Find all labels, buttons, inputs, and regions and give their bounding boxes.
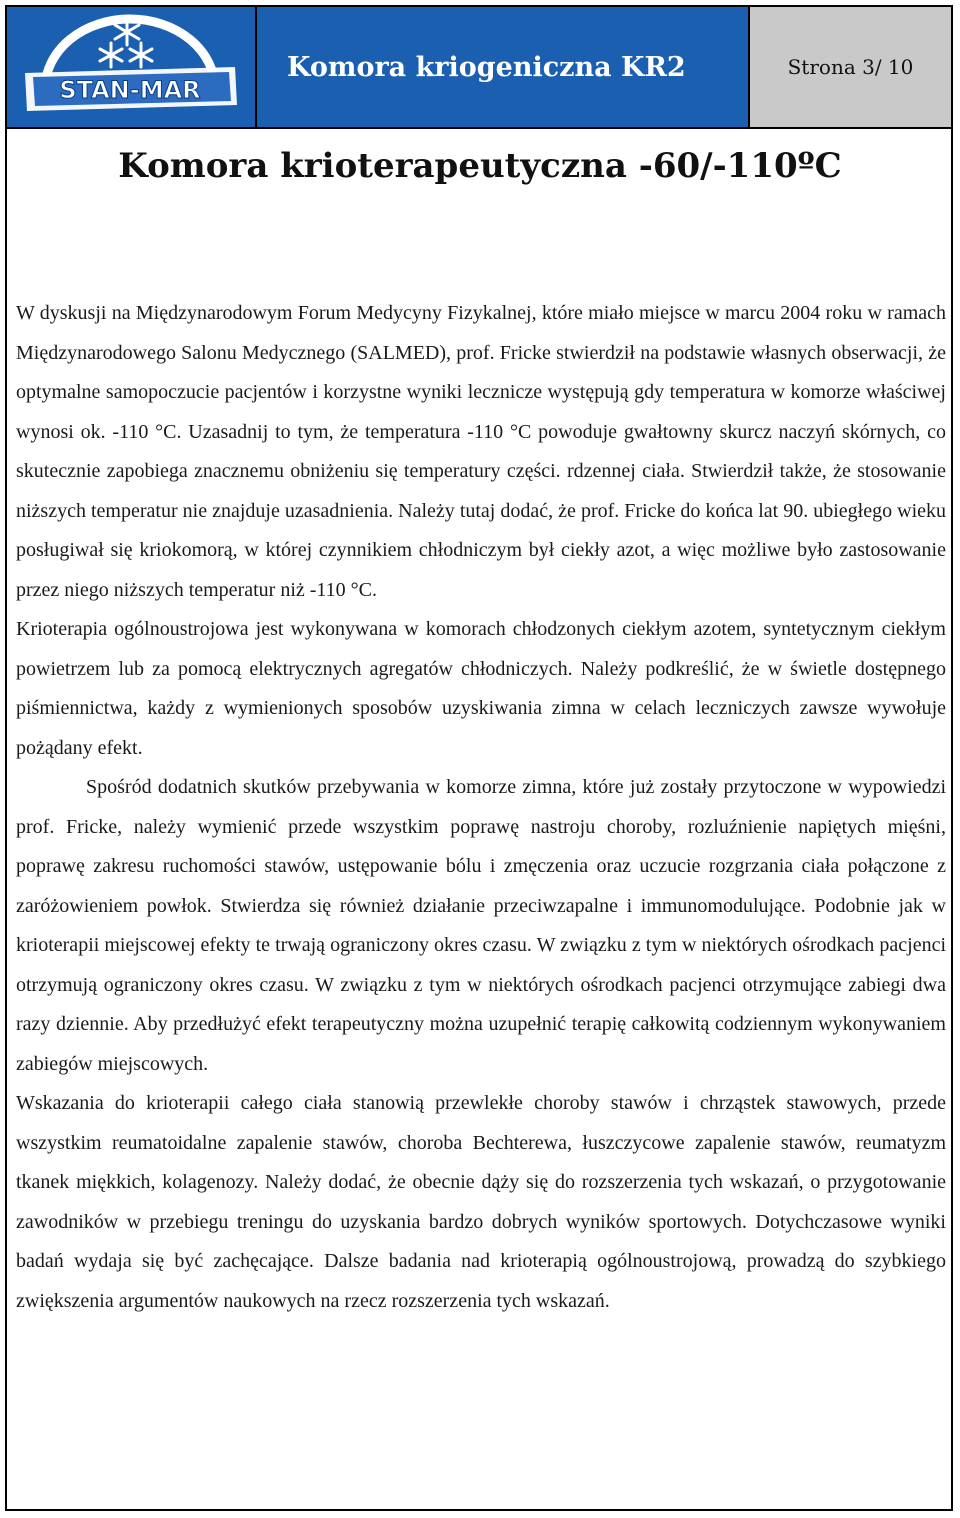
paragraph: Krioterapia ogólnoustrojowa jest wykonywana w komorach chłodzonych ciekłym azotem, syntetycznym ciekłym powietrzem lub za pomocą elektrycznych agregatów chłodniczych. Należy podkreślić, że w świetle dostępnego piśmiennictwa, każdy z wymienionych sposobów uzyskiwania zimna w celach leczniczych zawsze wywołuje pożądany efekt. [16,618,946,759]
page-title: Komora krioterapeutyczna -60/-110ºC [118,146,842,186]
page-header [5,5,953,129]
snowflake-icon [100,19,152,67]
paragraph: Wskazania do krioterapii całego ciała stanowią przewlekłe choroby stawów i chrząstek stawowych, przede wszystkim reumatoidalne zapalenie stawów, choroba Bechterewa, łuszczycowe zapalenie stawów, reumatyzm tkanek miękkich, kolagenozy. Należy dodać, że obecnie dąży się do rozszerzenia tych wskazań, o przygotowanie zawodników w przebiegu treningu do uzyskania bardzo dobrych wyników sportowych. Dotychczasowe wyniki badań wydaja się być zachęcające. Dalsze badania nad krioterapią ogólnoustrojową, prowadzą do szybkiego zwiększenia argumentów naukowych na rzecz rozszerzenia tych wskazań. [16,1092,946,1312]
document-title: Komora kriogeniczna KR2 [257,7,750,127]
logo [7,7,257,127]
paragraph: W dyskusji na Międzynarodowym Forum Medycyny Fizykalnej, które miało miejsce w marcu 2004 roku w ramach Międzynarodowego Salonu Medycznego (SALMED), prof. Fricke stwierdził na podstawie własnych obserwacji, że optymalne samopoczucie pacjentów i korzystne wyniki lecznicze występują gdy temperatura w komorze właściwej wynosi ok. -110 °C. Uzasadnij to tym, że temperatura -110 °C powoduje gwałtowny skurcz naczyń skórnych, co skutecznie zapobiega znacznemu obniżeniu się temperatury części. rdzennej ciała. Stwierdził także, że stosowanie niższych temperatur nie znajduje uzasadnienia. Należy tutaj dodać, że prof. Fricke do końca lat 90. ubiegłego wieku posługiwał się kriokomorą, w której czynnikiem chłodniczym był ciekły azot, a więc możliwe było zastosowanie przez niego niższych temperatur niż -110 °C. [16,302,946,601]
page-number: Strona 3/ 10 [750,7,951,127]
paragraph: Spośród dodatnich skutków przebywania w komorze zimna, które już zostały przytoczone w wypowiedzi prof. Fricke, należy wymienić przede wszystkim poprawę nastroju choroby, rozluźnienie napiętych mięśni, poprawę zakresu ruchomości stawów, ustępowanie bólu i zmęczenia oraz uczucie rozgrzania ciała połączone z zaróżowieniem powłok. Stwierdza się również działanie przeciwzapalne i immunomodulujące. Podobnie jak w krioterapii miejscowej efekty te trwają ograniczony okres czasu. W związku z tym w niektórych ośrodkach pacjenci otrzymują ograniczony okres czasu. W związku z tym w niektórych ośrodkach pacjenci otrzymujące zabiegi dwa razy dziennie. Aby przedłużyć efekt terapeutyczny można uzupełnić terapię całkowitą codziennym wykonywaniem zabiegów miejscowych. [16,776,946,1075]
body-text [16,294,946,1321]
logo-graphic [7,7,253,127]
logo-text: STAN-MAR [59,76,201,104]
